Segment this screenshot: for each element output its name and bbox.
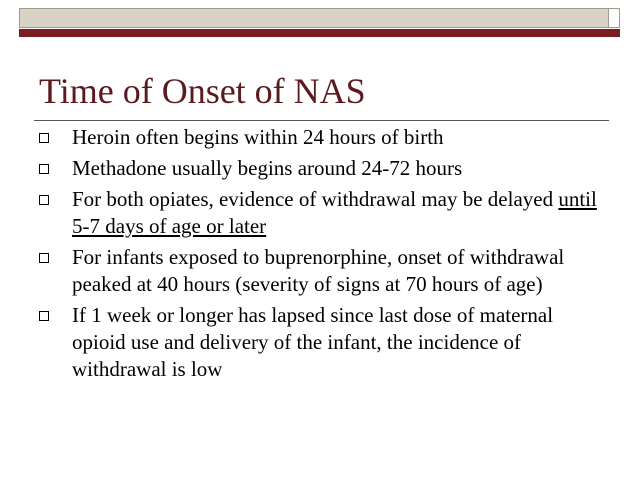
bullet-item-buprenorphine <box>38 244 598 298</box>
bullet-item-one-week <box>38 302 598 383</box>
header-accent-rule <box>19 29 620 37</box>
bullet-text: Methadone usually begins around 24-72 hours <box>72 156 463 180</box>
bullet-item-heroin <box>38 124 598 151</box>
slide-title: Time of Onset of NAS <box>39 71 366 111</box>
hollow-square-bullet-icon <box>39 133 49 143</box>
bullet-list <box>38 124 598 387</box>
bullet-text: If 1 week or longer has lapsed since last dose of maternal opioid use and delivery of the infant, the incidence of withdrawal is low <box>72 303 554 381</box>
header-band <box>19 8 609 28</box>
bullet-text: For both opiates, evidence of withdrawal may be delayed <box>72 187 559 211</box>
bullet-item-both-opiates <box>38 186 598 240</box>
header-corner-square <box>608 8 620 28</box>
bullet-item-methadone <box>38 155 598 182</box>
title-divider <box>34 120 609 121</box>
hollow-square-bullet-icon <box>39 195 49 205</box>
hollow-square-bullet-icon <box>39 311 49 321</box>
hollow-square-bullet-icon <box>39 164 49 174</box>
bullet-underlined-text: until 5-7 days of age or later <box>72 187 597 238</box>
bullet-text: For infants exposed to buprenorphine, onset of withdrawal peaked at 40 hours (severity of signs at 70 hours of age) <box>72 245 565 296</box>
bullet-text: Heroin often begins within 24 hours of birth <box>72 125 444 149</box>
hollow-square-bullet-icon <box>39 253 49 263</box>
